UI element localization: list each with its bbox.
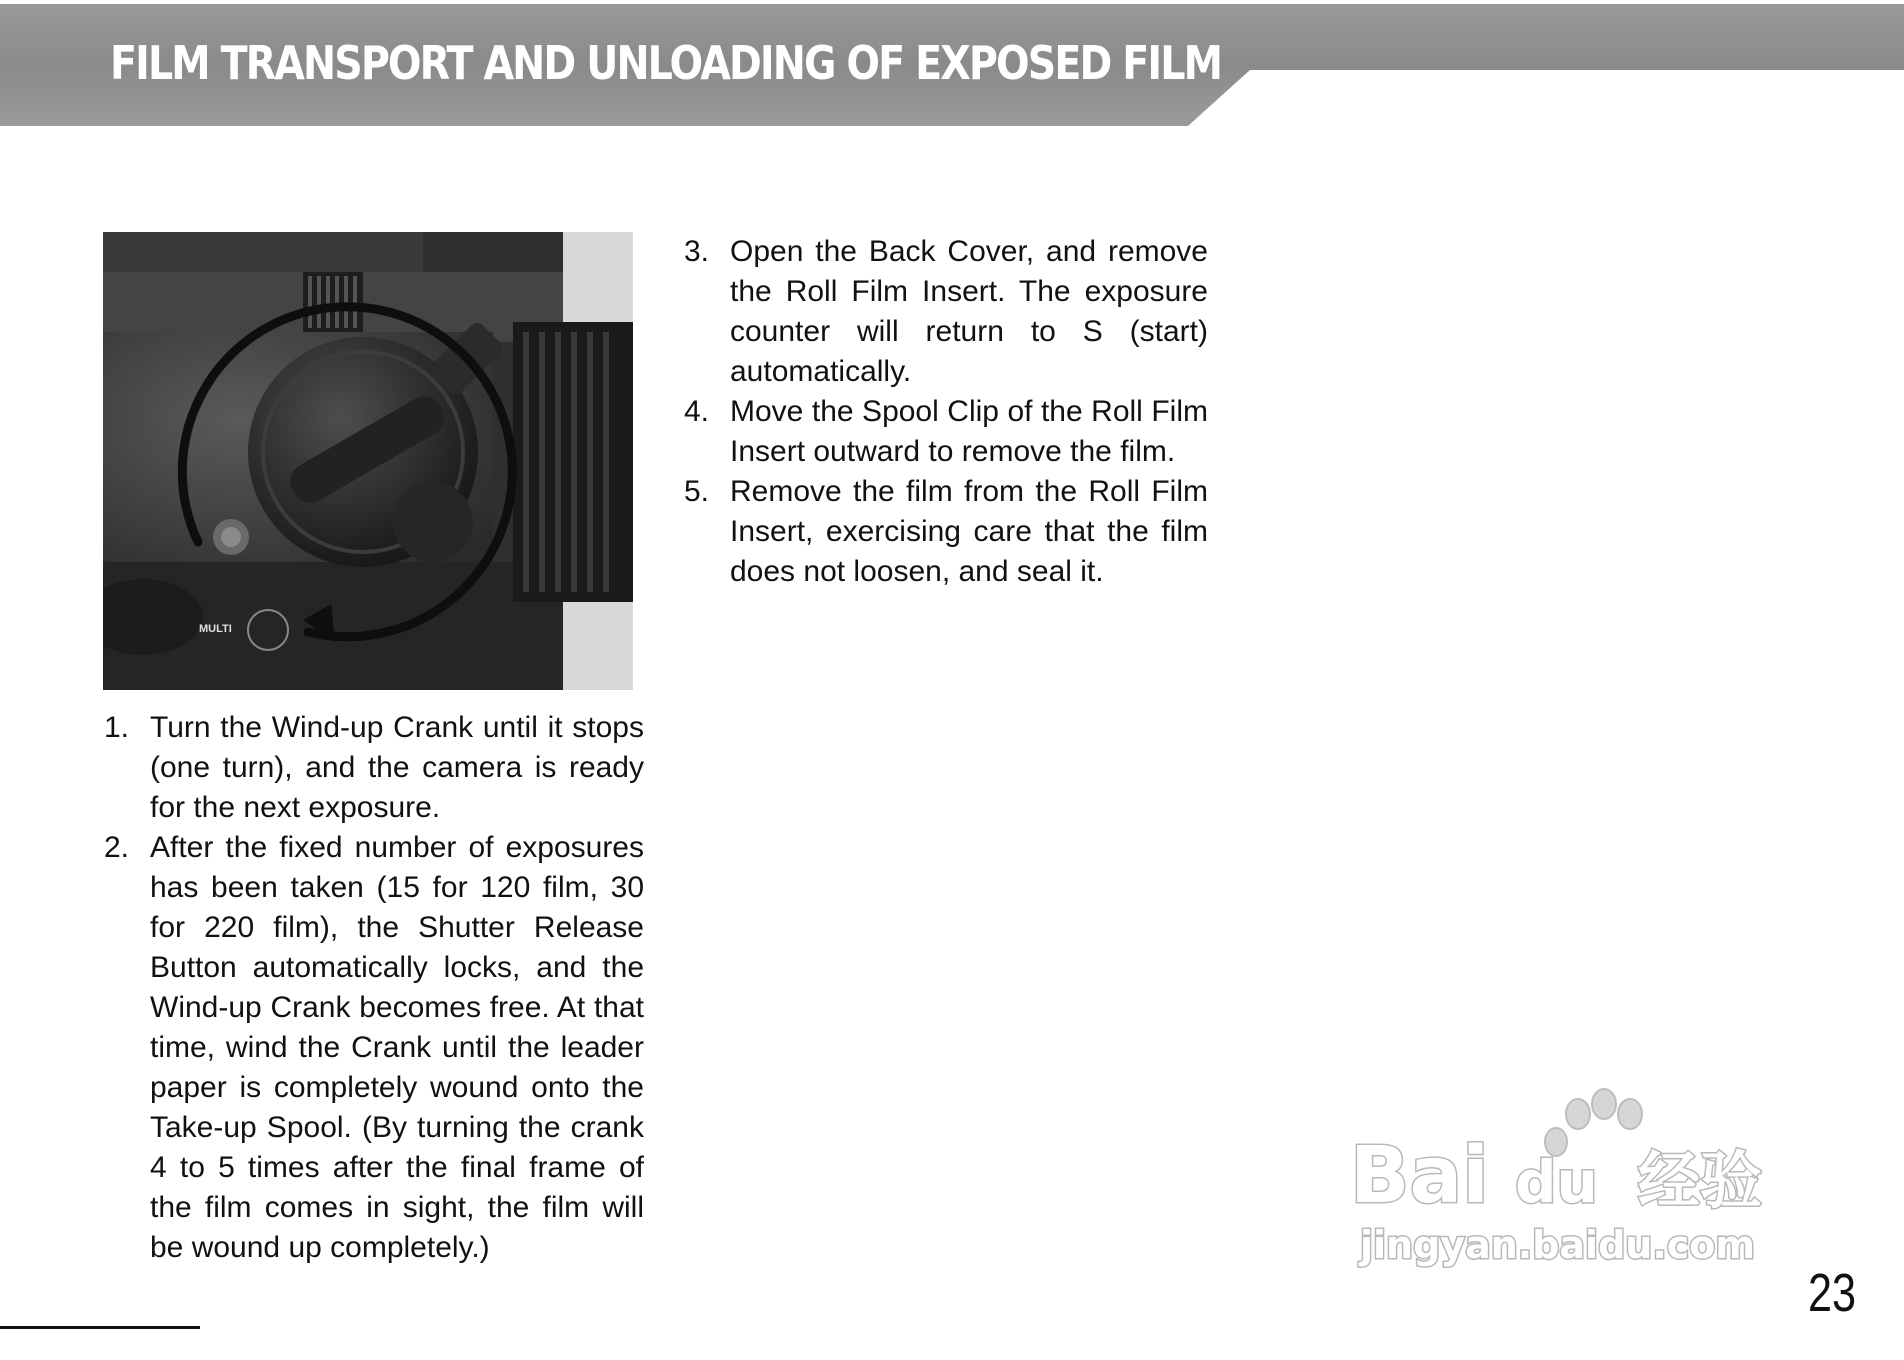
list-item <box>104 708 644 828</box>
multi-label: MULTI <box>199 623 232 635</box>
camera-winding-crank-photo-icon <box>103 232 633 690</box>
baidu-watermark <box>1350 1080 1800 1300</box>
watermark-url: jingyan.baidu.com <box>1360 1223 1755 1267</box>
step-number: 2. <box>104 831 130 864</box>
step-text: Turn the Wind-up Crank until it stops (one turn), and the camera is ready for the next exposure. <box>150 711 644 824</box>
steps-right-list <box>684 232 1208 592</box>
list-item <box>684 392 1208 472</box>
corner-rule <box>0 1326 200 1329</box>
watermark-brand-cn: 经验 <box>1638 1144 1763 1217</box>
page-title: FILM TRANSPORT AND UNLOADING OF EXPOSED FILM <box>110 36 1222 90</box>
baidu-paw-logo-icon <box>1350 1080 1800 1300</box>
step-text: Open the Back Cover, and remove the Roll Film Insert. The exposure counter will return to S (start) automatically. <box>730 235 1208 388</box>
list-item <box>684 472 1208 592</box>
page-number: 23 <box>1808 1263 1857 1323</box>
step-number: 3. <box>684 235 710 268</box>
step-text: Remove the film from the Roll Film Insert, exercising care that the film does not loosen, and seal it. <box>730 475 1208 588</box>
camera-photo <box>103 232 633 690</box>
step-number: 5. <box>684 475 710 508</box>
step-text: After the fixed number of exposures has been taken (15 for 120 film, 30 for 220 film), the Shutter Release Button automatically locks, and the Wind-up Crank becomes free. At that time, wind the Crank until the leader paper is completely wound onto the Take-up Spool. (By turning the crank 4 to 5 times after the final frame of the film comes in sight, the film will be wound up completely.) <box>150 831 644 1264</box>
list-item <box>104 828 644 1268</box>
step-number: 1. <box>104 711 130 744</box>
list-item <box>684 232 1208 392</box>
steps-left-list <box>104 708 644 1268</box>
watermark-brand: Bai <box>1350 1131 1489 1221</box>
watermark-brand-du: du <box>1515 1148 1598 1216</box>
step-text: Move the Spool Clip of the Roll Film Insert outward to remove the film. <box>730 395 1208 468</box>
step-number: 4. <box>684 395 710 428</box>
